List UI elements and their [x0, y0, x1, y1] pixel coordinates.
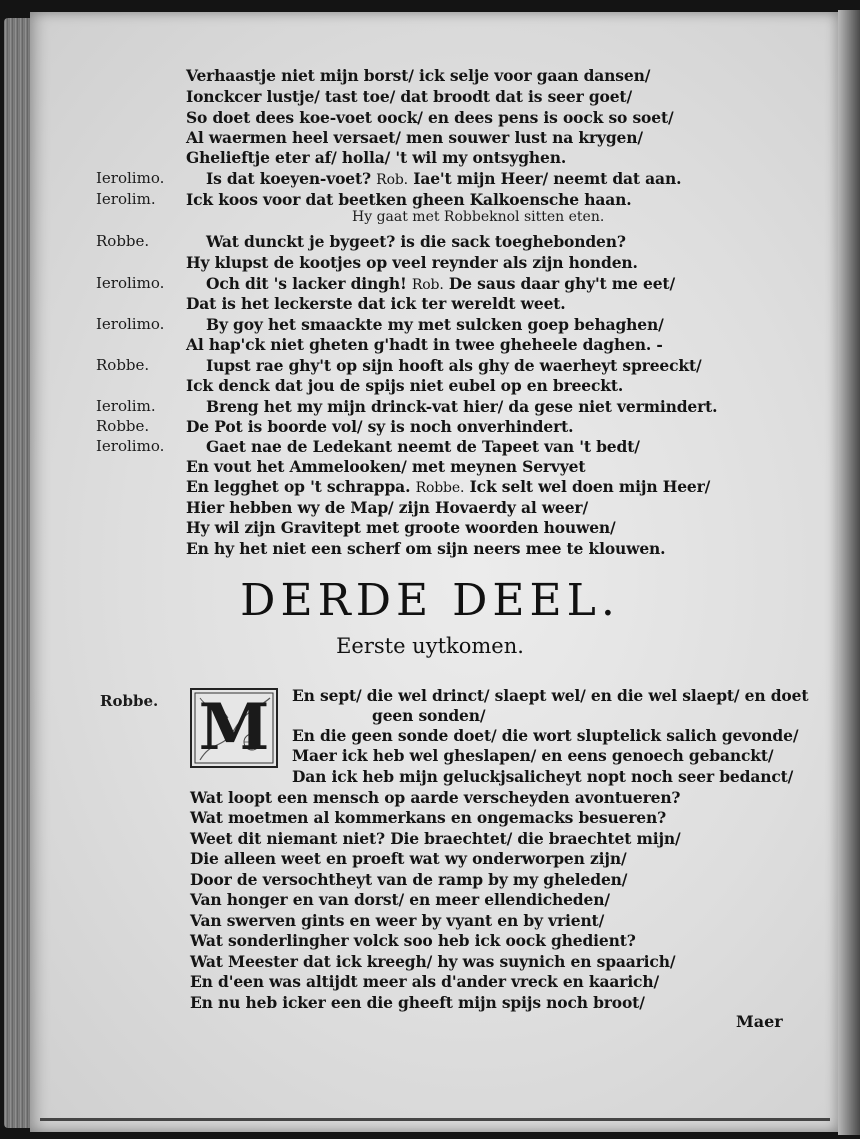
verse-text: Ick selt wel doen mijn Heer/ [469, 477, 711, 496]
verse-line: Wat Meester dat ick kreegh/ hy was suynich en spaarich/ [190, 952, 676, 971]
verse-line: En sept/ die wel drinct/ slaept wel/ en die wel slaept/ en doet [292, 686, 809, 705]
verse-line: Ick denck dat jou de spijs niet eubel op en breeckt. [186, 376, 624, 395]
verse-line: En hy het niet een scherf om sijn neers mee te klouwen. [186, 539, 666, 558]
speaker-label: Ierolim. [96, 190, 156, 208]
inline-speaker: Rob. [411, 277, 444, 293]
page-bottom-edge [40, 1118, 830, 1121]
verse-text: Och dit 's lacker dingh! [206, 274, 412, 293]
verse-text: Is dat koeyen-voet? [206, 169, 377, 188]
binding-edge [838, 10, 860, 1135]
verse-line: Ick koos voor dat beetken gheen Kalkoensche haan. [186, 190, 632, 209]
verse-line: geen sonden/ [372, 706, 486, 725]
verse-line: Van honger en van dorst/ en meer ellendicheden/ [190, 890, 610, 909]
verse-line: Hy wil zijn Gravitept met groote woorden houwen/ [186, 518, 616, 537]
verse-line: Gaet nae de Ledekant neemt de Tapeet van 't bedt/ [206, 437, 640, 456]
verse-line [186, 477, 710, 496]
verse-text: De saus daar ghy't me eet/ [448, 274, 675, 293]
verse-line [206, 274, 675, 293]
speaker-label: Ierolimo. [96, 437, 165, 455]
verse-line: Iupst rae ghy't op sijn hooft als ghy de waerheyt spreeckt/ [206, 356, 702, 375]
verse-line: Weet dit niemant niet? Die braechtet/ die braechtet mijn/ [190, 829, 681, 848]
verse-line: Van swerven gints en weer by vyant en by vrient/ [190, 911, 605, 930]
verse-line: Al hap'ck niet gheten g'hadt in twee gheheele daghen. - [186, 335, 663, 354]
verse-line: Dat is het leckerste dat ick ter wereldt weet. [186, 294, 566, 313]
verse-line: Ghelieftje eter af/ holla/ 't wil my ontsyghen. [186, 148, 567, 167]
verse-line: Wat moetmen al kommerkans en ongemacks besueren? [190, 808, 667, 827]
verse-line: Door de versochtheyt van de ramp by my gheleden/ [190, 870, 628, 889]
verse-line: Breng het my mijn drinck-vat hier/ da gese niet vermindert. [206, 397, 718, 416]
speaker-label: Robbe. [96, 417, 150, 435]
initial-letter: M [198, 690, 270, 765]
verse-line: By goy het smaackte my met sulcken goep behaghen/ [206, 315, 664, 334]
verse-line: En d'een was altijdt meer als d'ander vreck en kaarich/ [190, 972, 659, 991]
catchword: Maer [736, 1012, 783, 1031]
verse-line: Verhaastje niet mijn borst/ ick selje voor gaan dansen/ [186, 66, 651, 85]
verse-line: Wat sonderlingher volck soo heb ick oock ghedient? [190, 931, 636, 950]
verse-line: En vout het Ammelooken/ met meynen Servyet [186, 457, 586, 476]
verse-line: Hier hebben wy de Map/ zijn Hovaerdy al weer/ [186, 498, 588, 517]
decorated-initial [190, 688, 278, 768]
verse-text: Iae't mijn Heer/ neemt dat aan. [413, 169, 682, 188]
stage-direction: Hy gaat met Robbeknol sitten eten. [352, 209, 605, 225]
speaker-label: Robbe. [96, 232, 150, 250]
speaker-label: Robbe. [100, 692, 159, 710]
verse-line: En nu heb icker een die gheeft mijn spijs noch broot/ [190, 993, 645, 1012]
verse-line: Hy klupst de kootjes op veel reynder als zijn honden. [186, 253, 638, 272]
verse-line [206, 169, 681, 188]
speaker-label: Ierolim. [96, 397, 156, 415]
speaker-label: Ierolimo. [96, 315, 165, 333]
section-title: DERDE DEEL. [240, 575, 620, 626]
verse-line: De Pot is boorde vol/ sy is noch onverhindert. [186, 417, 574, 436]
verse-text: En legghet op 't schrappa. [186, 477, 416, 496]
verse-line: Ionckcer lustje/ tast toe/ dat broodt dat is seer goet/ [186, 87, 632, 106]
verse-line: Wat dunckt je bygeet? is die sack toeghebonden? [206, 232, 626, 251]
inline-speaker: Robbe. [415, 480, 465, 496]
speaker-label: Ierolimo. [96, 274, 165, 292]
verse-line: Wat loopt een mensch op aarde verscheyden avontueren? [190, 788, 681, 807]
verse-line: Al waermen heel versaet/ men souwer lust na krygen/ [186, 128, 643, 147]
verse-line: So doet dees koe-voet oock/ en dees pens is oock so soet/ [186, 108, 674, 127]
section-subtitle: Eerste uytkomen. [336, 634, 524, 658]
verse-line: Maer ick heb wel gheslapen/ en eens genoech gebanckt/ [292, 746, 774, 765]
speaker-label: Ierolimo. [96, 169, 165, 187]
inline-speaker: Rob. [376, 172, 408, 188]
verse-line: Dan ick heb mijn geluckjsalicheyt nopt noch seer bedanct/ [292, 767, 794, 786]
verse-line: En die geen sonde doet/ die wort sluptelick salich gevonde/ [292, 726, 799, 745]
speaker-label: Robbe. [96, 356, 150, 374]
verse-line: Die alleen weet en proeft wat wy onderworpen zijn/ [190, 849, 627, 868]
